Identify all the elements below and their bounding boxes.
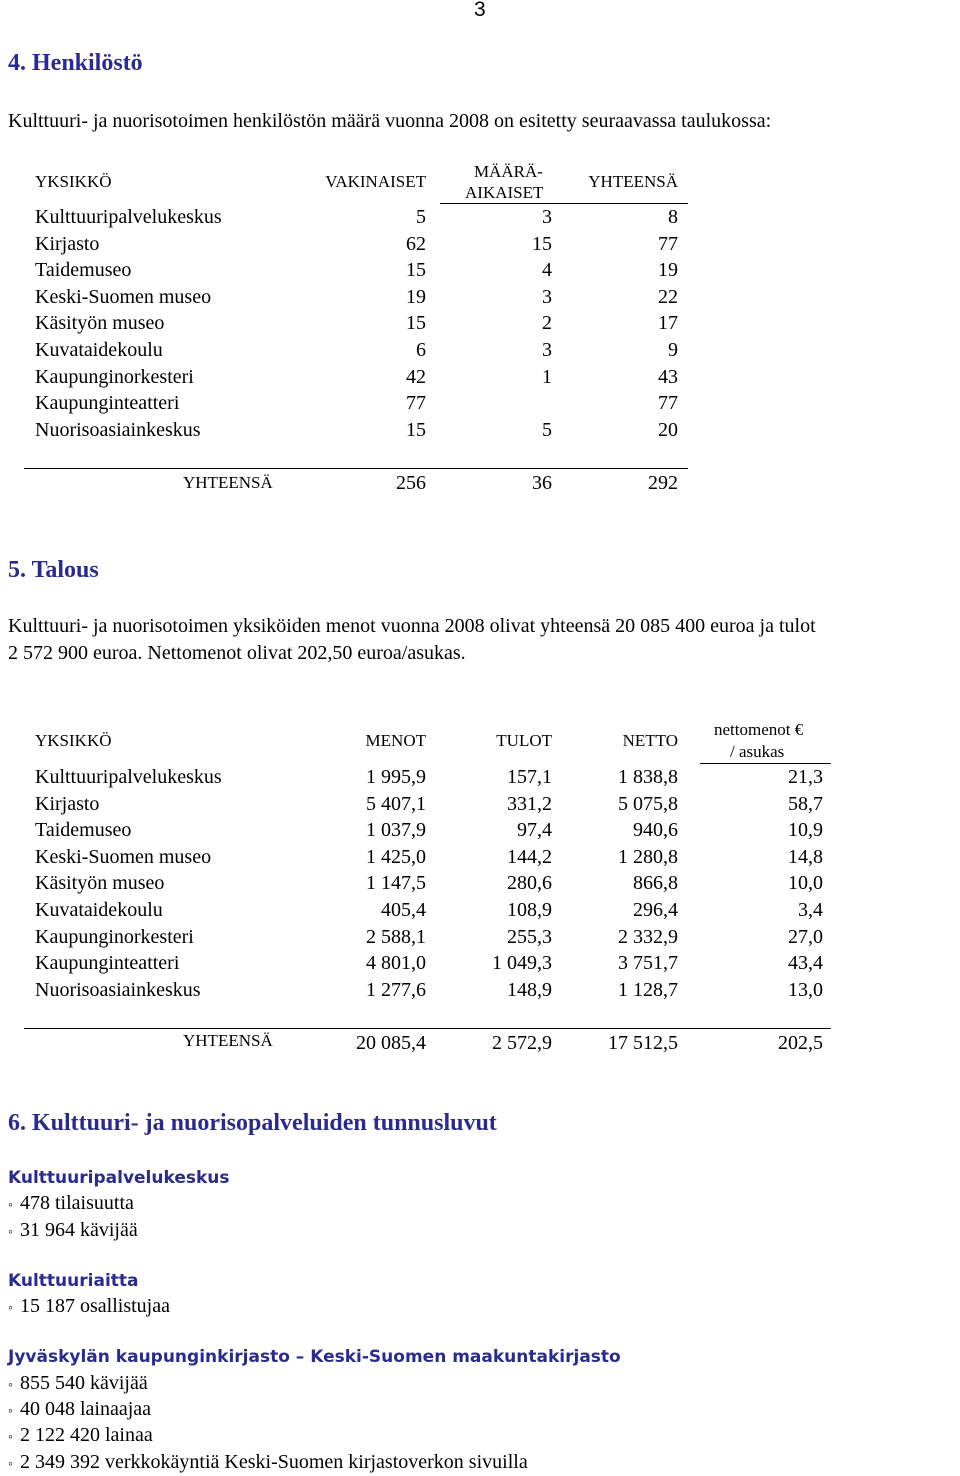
- table-row-total: 77: [658, 392, 678, 415]
- finance-header-per-line1: nettomenot €: [714, 720, 804, 739]
- table-row-fixed: 1: [542, 365, 552, 388]
- table-row-expenses: 2 588,1: [366, 925, 426, 948]
- staff-header-permanent: VAKINAISET: [325, 172, 426, 191]
- staff-total-total: 292: [648, 472, 678, 494]
- table-row-expenses: 1 995,9: [366, 766, 426, 788]
- table-row-unit: Kaupunginorkesteri: [35, 925, 194, 948]
- kpi-group-title: Kulttuuripalvelukeskus: [8, 1168, 230, 1188]
- table-row-permanent: 77: [406, 392, 426, 415]
- table-row-total: 8: [668, 206, 678, 228]
- section-6-heading: 6. Kulttuuri- ja nuorisopalveluiden tunnusluvut: [8, 1110, 497, 1136]
- kpi-group-title: Jyväskylän kaupunginkirjasto – Keski-Suomen maakuntakirjasto: [8, 1347, 621, 1367]
- table-row-unit: Kirjasto: [35, 792, 100, 815]
- table-row-fixed: 3: [542, 339, 552, 361]
- table-row-income: 255,3: [507, 925, 552, 948]
- table-row-permanent: 15: [406, 418, 426, 441]
- table-row-unit: Keski-Suomen museo: [35, 285, 212, 308]
- section-4-intro: Kulttuuri- ja nuorisotoimen henkilöstön määrä vuonna 2008 on esitetty seuraavassa taulukossa:: [8, 110, 772, 132]
- staff-header-fixed-line1: MÄÄRÄ-: [474, 162, 543, 181]
- table-row-total: 20: [658, 418, 678, 441]
- table-row-expenses: 1 277,6: [366, 978, 426, 1001]
- page-number: 3: [474, 0, 486, 21]
- table-row-per-capita: 10,0: [788, 872, 823, 895]
- table-row-unit: Kaupunginteatteri: [35, 392, 180, 415]
- list-item: ◦ 855 540 kävijää: [8, 1372, 148, 1394]
- finance-total-label: YHTEENSÄ: [183, 1031, 273, 1050]
- finance-total-income: 2 572,9: [492, 1032, 552, 1054]
- finance-total-expenses: 20 085,4: [356, 1032, 426, 1054]
- table-row-income: 331,2: [507, 792, 552, 815]
- list-item: ◦ 40 048 lainaajaa: [8, 1398, 152, 1420]
- table-row-total: 19: [658, 259, 678, 282]
- table-row-permanent: 62: [406, 232, 426, 255]
- table-row-total: 9: [668, 339, 678, 361]
- staff-total-rule: [24, 468, 688, 469]
- table-row-income: 97,4: [517, 819, 552, 842]
- table-row-per-capita: 3,4: [798, 899, 823, 921]
- table-row-unit: Kaupunginorkesteri: [35, 365, 194, 388]
- table-row-income: 157,1: [507, 766, 552, 788]
- table-row-net: 5 075,8: [618, 792, 678, 815]
- table-row-net: 1 280,8: [618, 845, 678, 868]
- table-row-permanent: 15: [406, 259, 426, 282]
- table-row-unit: Kulttuuripalvelukeskus: [35, 206, 222, 228]
- bullet-icon: ◦: [8, 1457, 13, 1472]
- section-5-text-line2: 2 572 900 euroa. Nettomenot olivat 202,50 euroa/asukas.: [8, 642, 466, 664]
- table-row-total: 17: [658, 312, 678, 335]
- bullet-icon: ◦: [8, 1404, 13, 1419]
- table-row-total: 77: [658, 232, 678, 255]
- table-row-income: 1 049,3: [492, 952, 552, 975]
- table-row-expenses: 405,4: [381, 899, 426, 921]
- table-row-expenses: 5 407,1: [366, 792, 426, 815]
- table-row-total: 22: [658, 285, 678, 308]
- staff-header-unit: YKSIKKÖ: [35, 172, 112, 191]
- table-row-permanent: 5: [416, 206, 426, 228]
- bullet-icon: ◦: [8, 1198, 13, 1213]
- finance-total-per: 202,5: [778, 1032, 823, 1054]
- table-row-unit: Taidemuseo: [35, 819, 132, 842]
- bullet-icon: ◦: [8, 1430, 13, 1445]
- table-row-unit: Käsityön museo: [35, 312, 165, 335]
- table-row-net: 3 751,7: [618, 952, 678, 975]
- list-item: ◦ 478 tilaisuutta: [8, 1192, 134, 1214]
- finance-header-per-line2: / asukas: [730, 742, 785, 761]
- table-row-unit: Kirjasto: [35, 232, 100, 255]
- table-row-per-capita: 43,4: [788, 952, 823, 975]
- staff-header-fixed-line2: AIKAISET: [465, 183, 544, 202]
- table-row-permanent: 42: [406, 365, 426, 388]
- table-row-unit: Käsityön museo: [35, 872, 165, 895]
- table-row-unit: Kuvataidekoulu: [35, 339, 163, 361]
- table-row-permanent: 19: [406, 285, 426, 308]
- table-row-unit: Kaupunginteatteri: [35, 952, 180, 975]
- table-row-unit: Kulttuuripalvelukeskus: [35, 766, 222, 788]
- table-row-unit: Kuvataidekoulu: [35, 899, 163, 921]
- table-row-expenses: 1 037,9: [366, 819, 426, 842]
- table-row-per-capita: 10,9: [788, 819, 823, 842]
- table-row-expenses: 4 801,0: [366, 952, 426, 975]
- table-row-unit: Keski-Suomen museo: [35, 845, 212, 868]
- table-row-income: 280,6: [507, 872, 552, 895]
- table-row-net: 866,8: [633, 872, 678, 895]
- section-5-text-line1: Kulttuuri- ja nuorisotoimen yksiköiden menot vuonna 2008 olivat yhteensä 20 085 400 euroa ja tulot: [8, 615, 816, 637]
- list-item: ◦ 2 349 392 verkkokäyntiä Keski-Suomen kirjastoverkon sivuilla: [8, 1451, 528, 1473]
- table-row-fixed: 4: [542, 259, 552, 282]
- kpi-group-title: Kulttuuriaitta: [8, 1271, 139, 1291]
- staff-total-fixed: 36: [532, 472, 552, 494]
- table-row-net: 1 838,8: [618, 766, 678, 788]
- list-item: ◦ 15 187 osallistujaa: [8, 1295, 170, 1317]
- table-row-permanent: 6: [416, 339, 426, 361]
- finance-total-rule: [24, 1028, 831, 1029]
- table-row-fixed: 15: [532, 232, 552, 255]
- table-row-net: 940,6: [633, 819, 678, 842]
- finance-header-expenses: MENOT: [365, 731, 426, 750]
- table-row-income: 144,2: [507, 845, 552, 868]
- finance-total-net: 17 512,5: [608, 1032, 678, 1054]
- table-row-per-capita: 27,0: [788, 925, 823, 948]
- staff-header-rule: [440, 203, 688, 204]
- table-row-per-capita: 14,8: [788, 845, 823, 868]
- table-row-income: 148,9: [507, 978, 552, 1001]
- table-row-per-capita: 58,7: [788, 792, 823, 815]
- list-item: ◦ 2 122 420 lainaa: [8, 1424, 153, 1446]
- table-row-per-capita: 13,0: [788, 978, 823, 1001]
- table-row-fixed: 2: [542, 312, 552, 335]
- table-row-per-capita: 21,3: [788, 766, 823, 788]
- finance-header-net: NETTO: [622, 731, 678, 750]
- staff-total-permanent: 256: [396, 472, 426, 494]
- table-row-unit: Taidemuseo: [35, 259, 132, 282]
- bullet-icon: ◦: [8, 1301, 13, 1316]
- table-row-income: 108,9: [507, 899, 552, 921]
- table-row-unit: Nuorisoasiainkeskus: [35, 418, 201, 441]
- table-row-fixed: 3: [542, 206, 552, 228]
- bullet-icon: ◦: [8, 1225, 13, 1240]
- staff-header-total: YHTEENSÄ: [588, 172, 678, 191]
- table-row-net: 296,4: [633, 899, 678, 921]
- staff-total-label: YHTEENSÄ: [183, 473, 273, 492]
- section-4-heading: 4. Henkilöstö: [8, 50, 143, 76]
- table-row-net: 2 332,9: [618, 925, 678, 948]
- finance-header-income: TULOT: [496, 731, 552, 750]
- table-row-unit: Nuorisoasiainkeskus: [35, 978, 201, 1001]
- finance-header-unit: YKSIKKÖ: [35, 731, 112, 750]
- section-5-heading: 5. Talous: [8, 557, 99, 583]
- table-row-total: 43: [658, 365, 678, 388]
- table-row-fixed: 3: [542, 285, 552, 308]
- bullet-icon: ◦: [8, 1378, 13, 1393]
- table-row-fixed: 5: [542, 418, 552, 441]
- finance-header-rule: [700, 763, 831, 764]
- table-row-expenses: 1 425,0: [366, 845, 426, 868]
- table-row-expenses: 1 147,5: [366, 872, 426, 895]
- list-item: ◦ 31 964 kävijää: [8, 1219, 138, 1241]
- table-row-net: 1 128,7: [618, 978, 678, 1001]
- table-row-permanent: 15: [406, 312, 426, 335]
